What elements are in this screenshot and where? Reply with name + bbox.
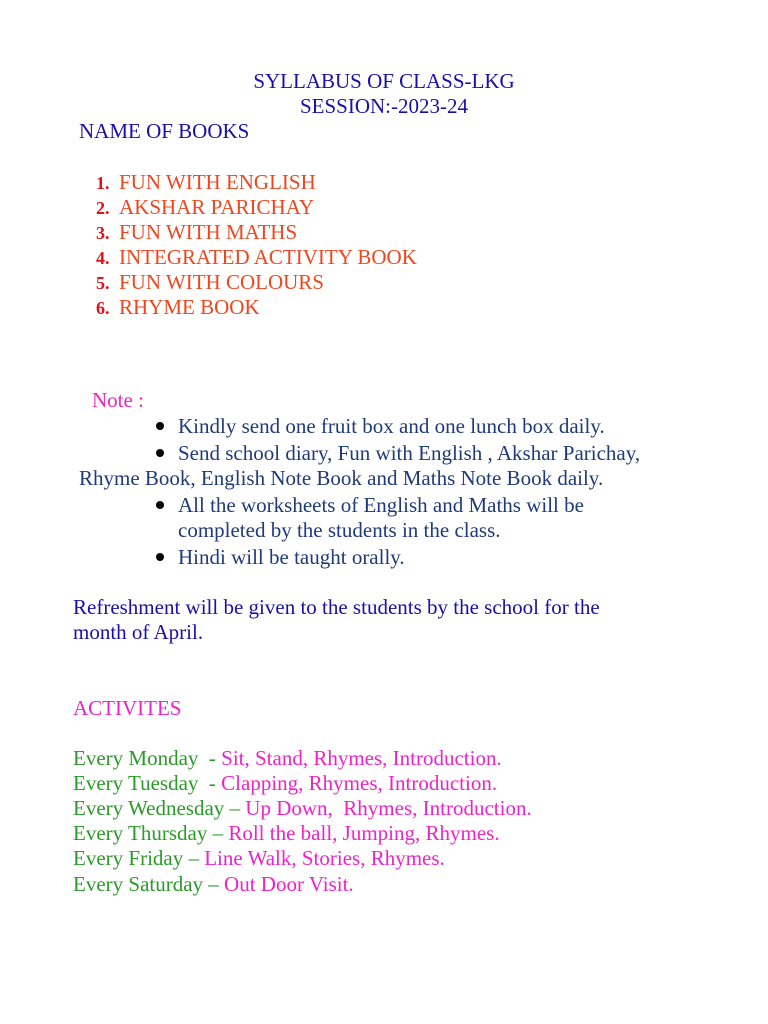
activity-separator: -: [198, 746, 222, 770]
note-item: Send school diary, Fun with English , Akshar Parichay,: [178, 441, 641, 465]
note-item-continued: Rhyme Book, English Note Book and Maths Note Book daily.: [79, 466, 604, 490]
activity-day: Every Tuesday: [73, 771, 199, 795]
list-item: [96, 245, 417, 271]
activity-separator: –: [203, 872, 225, 896]
activity-day: Every Wednesday: [73, 796, 225, 820]
activity-description: Line Walk, Stories, Rhymes.: [204, 846, 445, 870]
refreshment-text-continued: month of April.: [73, 620, 204, 644]
note-item: Hindi will be taught orally.: [178, 545, 405, 569]
books-heading: NAME OF BOOKS: [79, 119, 250, 143]
refreshment-text: Refreshment will be given to the students by the school for the: [73, 595, 600, 619]
list-item: [96, 170, 316, 196]
activity-separator: –: [207, 821, 229, 845]
activity-separator: –: [224, 796, 246, 820]
activity-row: [73, 771, 497, 796]
list-item: [96, 220, 297, 246]
list-number: 1.: [96, 173, 110, 193]
note-item-continued: completed by the students in the class.: [178, 518, 501, 542]
book-title: AKSHAR PARICHAY: [119, 195, 315, 219]
activity-row: [73, 821, 500, 846]
activity-row: [73, 872, 354, 897]
document-title: SYLLABUS OF CLASS-LKG: [253, 69, 515, 93]
activity-description: Sit, Stand, Rhymes, Introduction.: [221, 746, 502, 770]
activity-row: [73, 796, 532, 821]
bullet-icon: [156, 501, 164, 509]
list-number: 3.: [96, 223, 110, 243]
activity-row: [73, 846, 445, 871]
activity-day: Every Monday: [73, 746, 199, 770]
list-number: 2.: [96, 198, 110, 218]
bullet-icon: [156, 553, 164, 561]
list-number: 4.: [96, 248, 110, 268]
list-number: 5.: [96, 273, 110, 293]
list-item: [96, 195, 314, 221]
note-item: Kindly send one fruit box and one lunch box daily.: [178, 414, 605, 438]
activity-row: [73, 746, 502, 771]
note-label: Note :: [92, 388, 144, 412]
book-title: FUN WITH ENGLISH: [119, 170, 316, 194]
activity-description: Up Down, Rhymes, Introduction.: [245, 796, 532, 820]
activity-separator: -: [198, 771, 222, 795]
activity-day: Every Friday: [73, 846, 184, 870]
note-item: All the worksheets of English and Maths will be: [178, 493, 584, 517]
list-number: 6.: [96, 298, 110, 318]
activity-description: Out Door Visit.: [224, 872, 354, 896]
book-title: FUN WITH COLOURS: [119, 270, 324, 294]
book-title: INTEGRATED ACTIVITY BOOK: [119, 245, 417, 269]
book-title: FUN WITH MATHS: [119, 220, 298, 244]
activity-description: Clapping, Rhymes, Introduction.: [221, 771, 498, 795]
activity-day: Every Saturday: [73, 872, 204, 896]
session-label: SESSION:-2023-24: [299, 94, 468, 118]
bullet-icon: [156, 422, 164, 430]
bullet-icon: [156, 449, 164, 457]
list-item: [96, 270, 324, 296]
activity-description: Roll the ball, Jumping, Rhymes.: [228, 821, 500, 845]
activity-separator: –: [183, 846, 205, 870]
activity-day: Every Thursday: [73, 821, 208, 845]
activities-heading: ACTIVITES: [73, 696, 182, 720]
list-item: [96, 295, 260, 321]
book-title: RHYME BOOK: [119, 295, 260, 319]
